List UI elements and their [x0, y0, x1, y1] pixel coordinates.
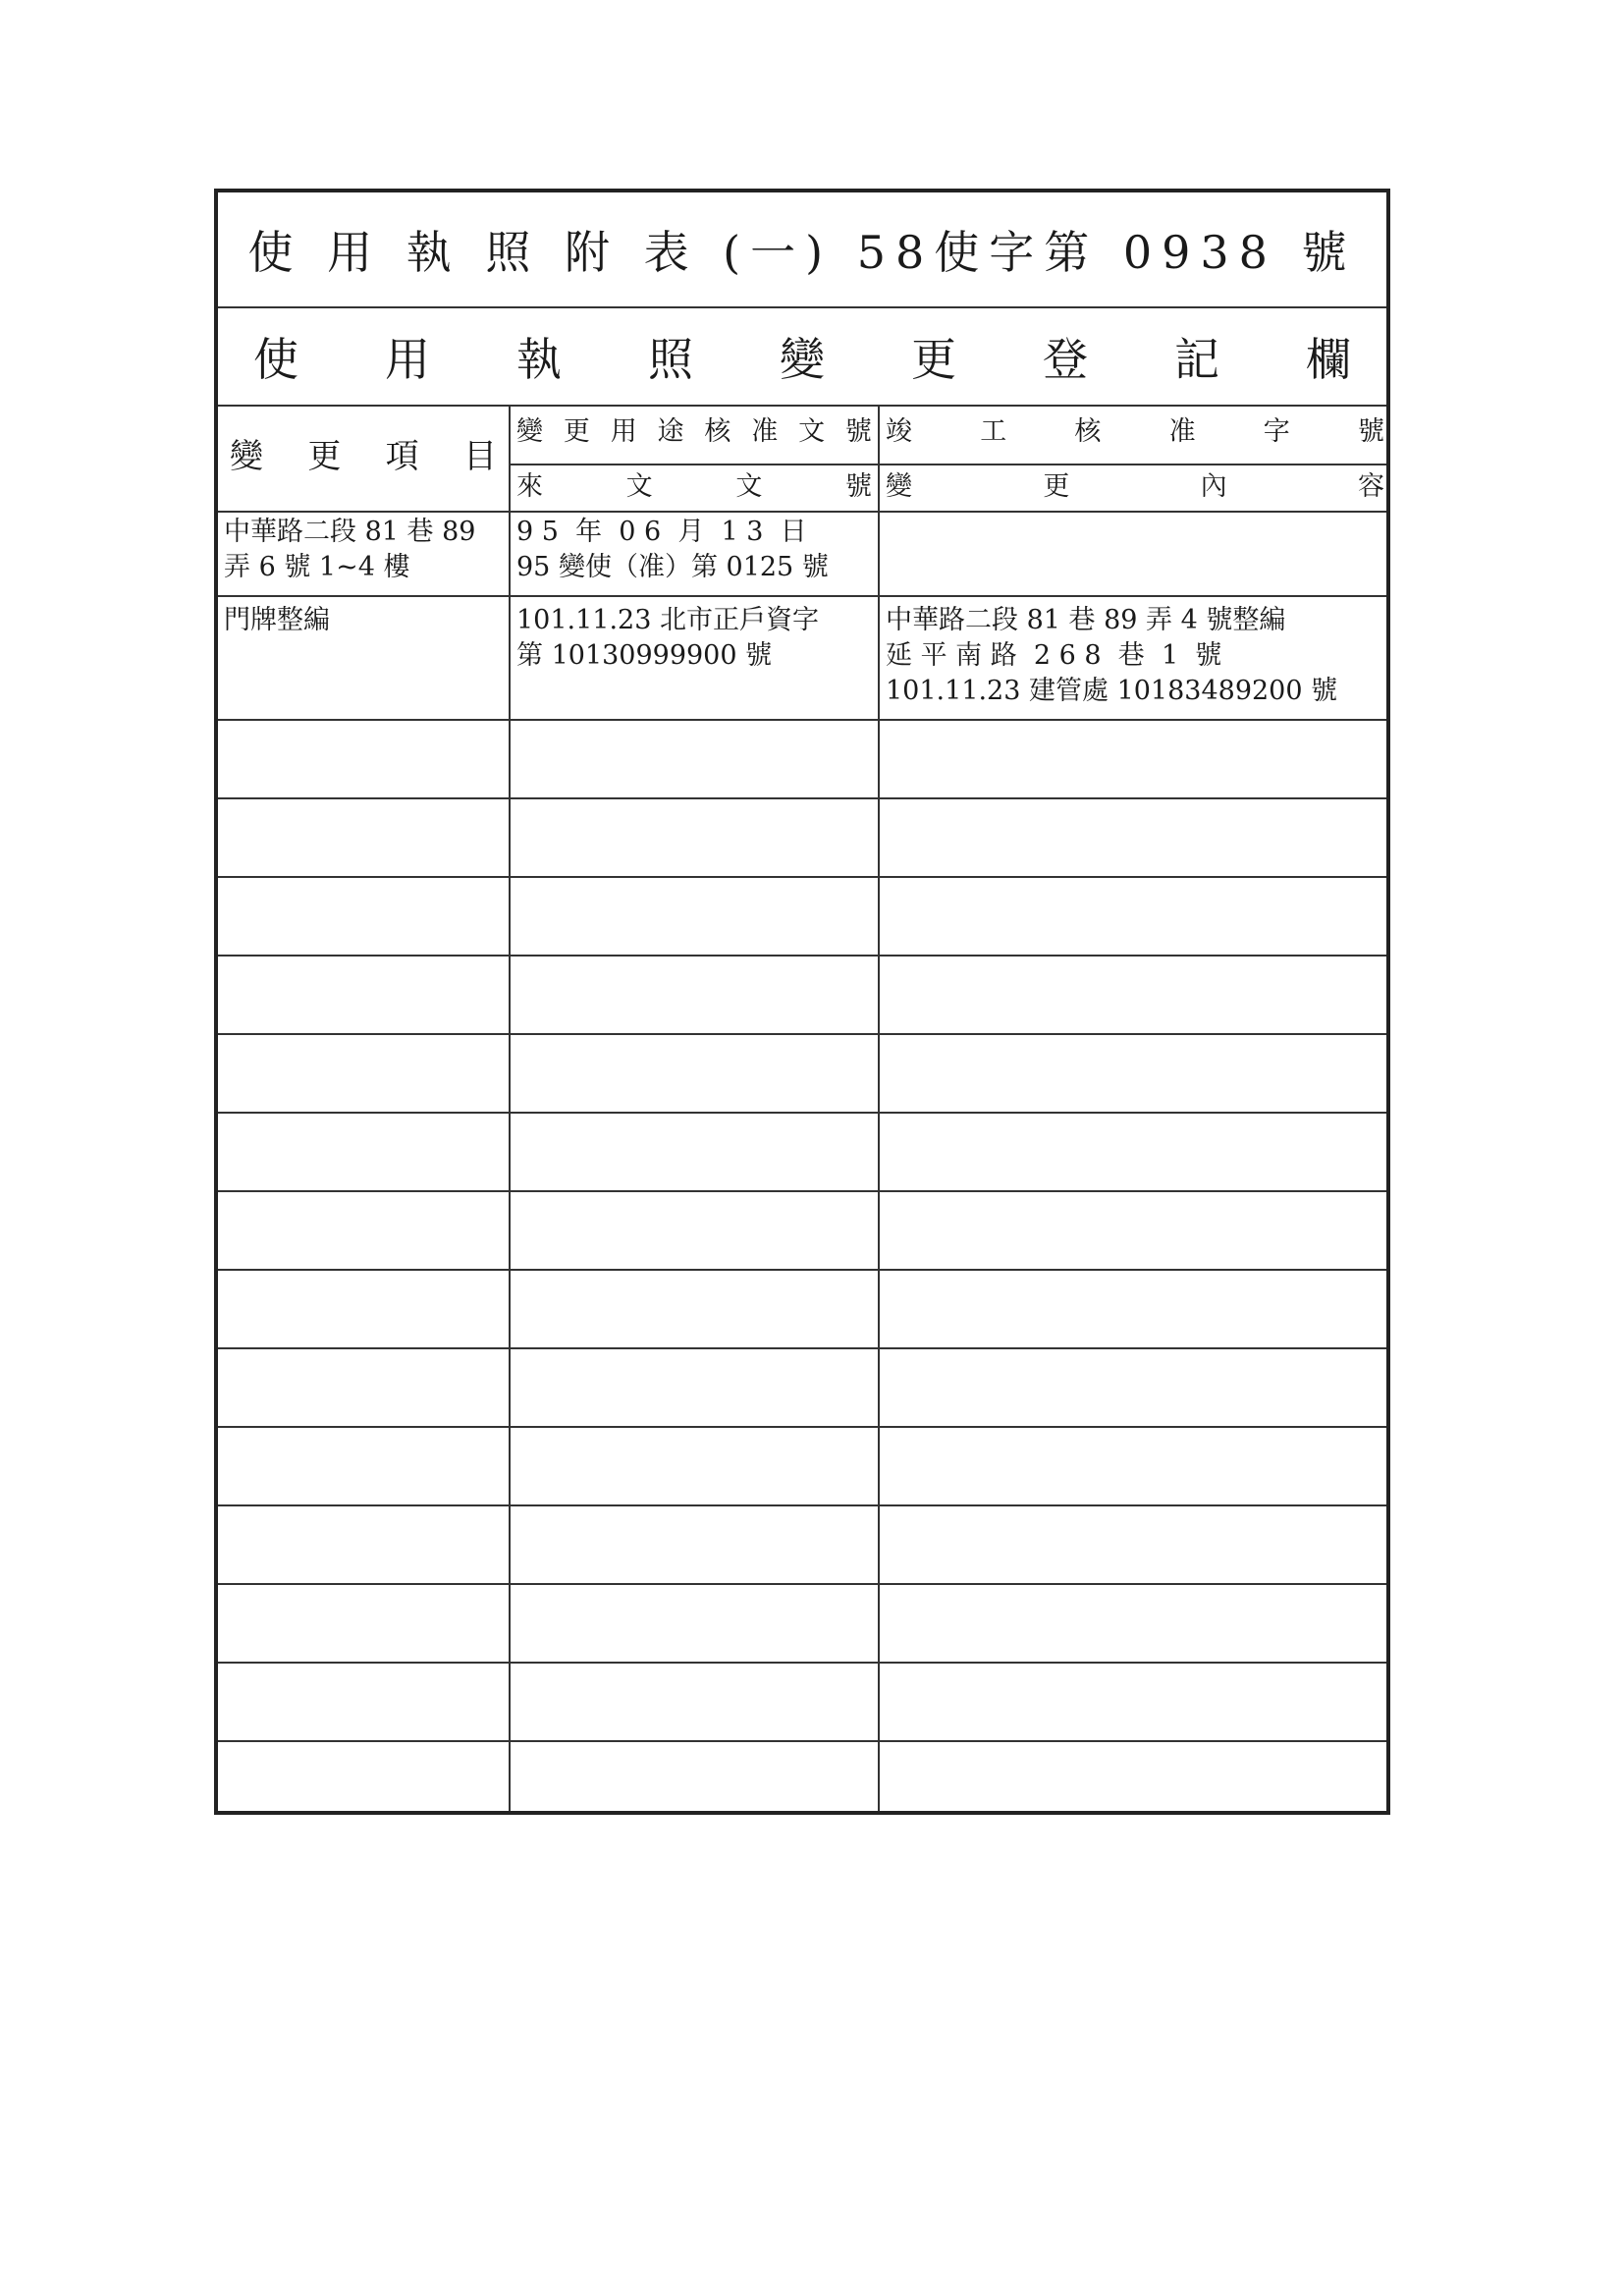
column-header-incoming-doc: 來 文 文 號 [516, 471, 872, 502]
divider [218, 955, 1386, 957]
divider [218, 1583, 1386, 1585]
divider [218, 1347, 1386, 1349]
column-divider [509, 405, 511, 1811]
column-header-approval-no: 變 更 用 途 核 准 文 號 [516, 416, 872, 447]
divider [218, 1112, 1386, 1114]
section-title-char: 登 [1043, 333, 1088, 386]
section-title-char: 照 [648, 333, 693, 386]
divider [218, 1426, 1386, 1428]
section-title-char: 變 [780, 333, 825, 386]
table-row-doc: 9 5 年 0 6 月 1 3 日 95 變使（准）第 0125 號 [516, 517, 829, 582]
section-title-char: 欄 [1306, 333, 1351, 386]
divider [218, 595, 1386, 597]
divider [218, 1033, 1386, 1035]
divider [509, 464, 1386, 465]
section-title-char: 記 [1174, 333, 1219, 386]
divider [218, 719, 1386, 721]
divider [218, 1504, 1386, 1506]
section-title-char: 使 [253, 333, 298, 386]
table-row-content: 中華路二段 81 巷 89 弄 4 號整編 延 平 南 路 2 6 8 巷 1 號 101.11.23 建管處 10183489200 號 [886, 605, 1338, 706]
column-header-item: 變 更 項 目 [230, 437, 497, 476]
column-header-completion-no: 竣 工 核 准 字 號 [886, 416, 1384, 447]
divider [218, 797, 1386, 799]
divider [218, 511, 1386, 513]
table-row-item: 門牌整編 [224, 605, 330, 635]
license-form [214, 189, 1390, 1815]
section-title-char: 執 [516, 333, 562, 386]
section-title-char: 用 [385, 333, 430, 386]
section-title [218, 308, 1386, 405]
divider [218, 1662, 1386, 1664]
divider [218, 876, 1386, 878]
form-title: 使 用 執 照 附 表 (一) 58使字第 0938 號 [247, 226, 1357, 279]
divider [218, 1190, 1386, 1192]
table-row-item: 中華路二段 81 巷 89 弄 6 號 1~4 樓 [224, 517, 476, 582]
section-title-char: 更 [911, 333, 956, 386]
divider [218, 1269, 1386, 1271]
table-row-doc: 101.11.23 北市正戶資字 第 10130999900 號 [516, 605, 819, 671]
divider [218, 1740, 1386, 1742]
column-header-change-content: 變 更 內 容 [886, 471, 1384, 502]
column-divider [878, 405, 880, 1811]
